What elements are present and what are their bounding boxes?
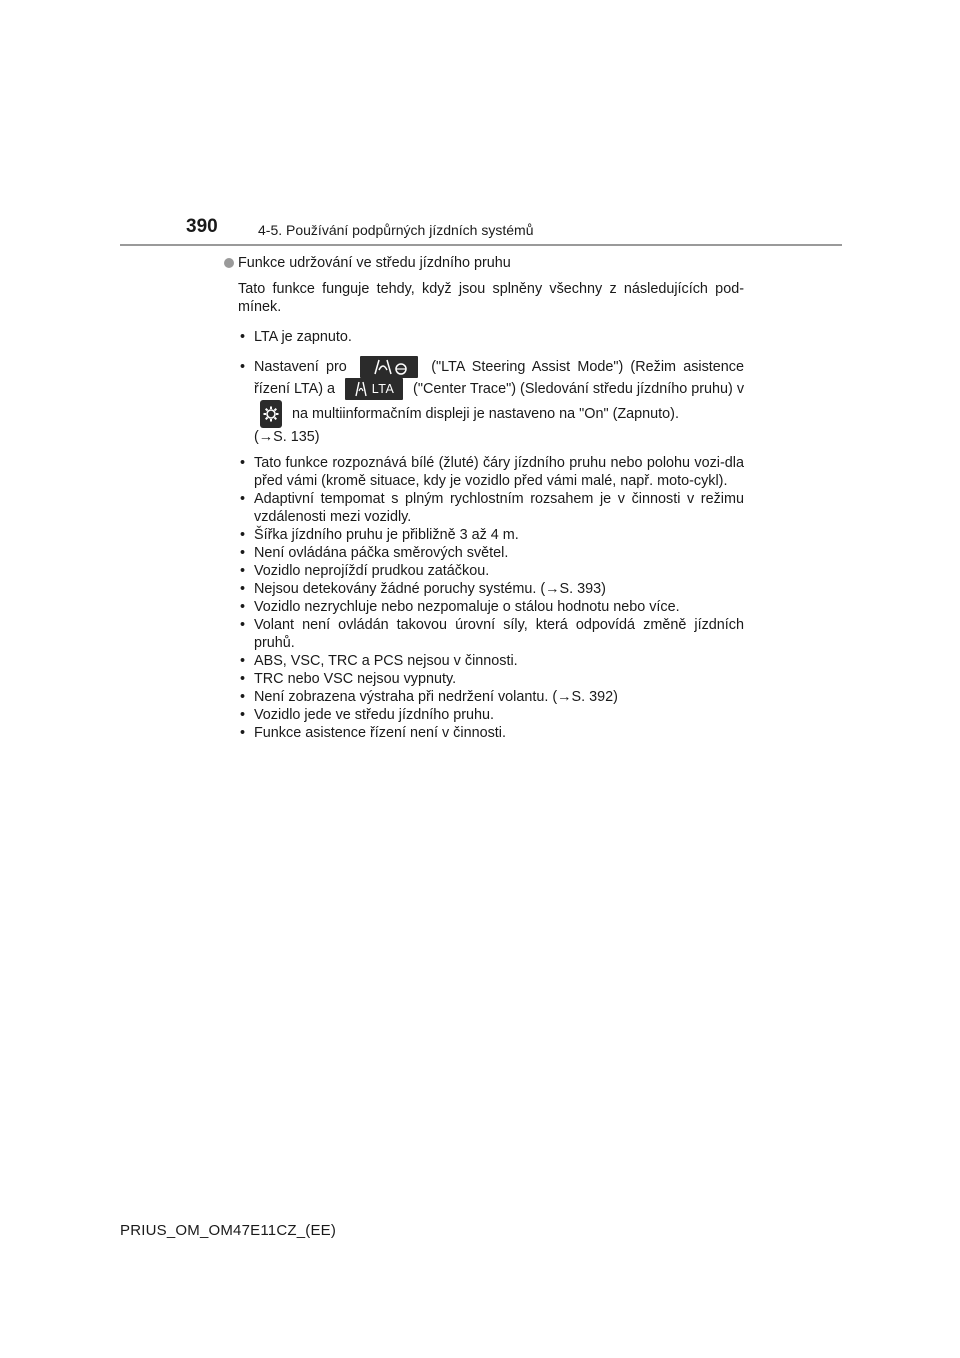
lta-icon (345, 378, 403, 400)
list-item: • Nejsou detekovány žádné poruchy systému. (→S. 393) (238, 580, 744, 598)
list-item: • Funkce asistence řízení není v činnosti. (238, 724, 744, 742)
list-item-text: LTA je zapnuto. (254, 329, 352, 345)
list-item: • Vozidlo jede ve středu jízdního pruhu. (238, 706, 744, 724)
settings-gear-icon (260, 400, 282, 428)
list-item (238, 356, 744, 446)
page-number: 390 (186, 216, 218, 237)
main-content (224, 254, 744, 742)
page-reference: (→S. 135) (254, 429, 320, 446)
heading-bullet-icon (224, 258, 234, 268)
intro-paragraph: Tato funkce funguje tehdy, když jsou splněny všechny z následujících pod-mínek. (238, 281, 744, 315)
list-item: • Šířka jízdního pruhu je přibližně 3 až 4 m. (238, 526, 744, 544)
list-item: • Vozidlo nezrychluje nebo nezpomaluje o stálou hodnotu nebo více. (238, 598, 744, 616)
setting-text-2: ("LTA Steering Assist Mode") (Režim asistence řízení LTA) a (254, 359, 744, 398)
list-item: • Není zobrazena výstraha při nedržení volantu. (→S. 392) (238, 688, 744, 706)
setting-text-3: ("Center Trace") (Sledování středu jízdního pruhu) v (413, 381, 745, 398)
section-title: 4-5. Používání podpůrných jízdních systémů (258, 222, 534, 238)
list-item: • Adaptivní tempomat s plným rychlostním rozsahem je v činnosti v režimu vzdálenosti mezi vozidly. (238, 490, 744, 526)
list-item: • Není ovládána páčka směrových světel. (238, 544, 744, 562)
list-item: • Vozidlo neprojíždí prudkou zatáčkou. (238, 562, 744, 580)
condition-list (238, 326, 744, 446)
steering-assist-icon (360, 356, 418, 378)
lta-icon-label: LTA (371, 382, 395, 397)
setting-text-4: na multiinformačním displeji je nastaveno na "On" (Zapnuto). (292, 406, 679, 423)
setting-text-1: Nastavení pro (254, 359, 347, 375)
list-item: • Volant není ovládán takovou úrovní síly, která odpovídá změně jízdních pruhů. (238, 616, 744, 652)
requirement-list (238, 454, 744, 742)
list-item: • TRC nebo VSC nejsou vypnuty. (238, 670, 744, 688)
list-item: • Tato funkce rozpoznává bílé (žluté) čáry jízdního pruhu nebo polohu vozi-dla před vámi (kromě situace, kdy je vozidlo před vámi malé, např. moto-cykl). (238, 454, 744, 490)
section-heading (224, 254, 744, 272)
heading-text: Funkce udržování ve středu jízdního pruhu (238, 255, 511, 271)
list-item: • ABS, VSC, TRC a PCS nejsou v činnosti. (238, 652, 744, 670)
document-code: PRIUS_OM_OM47E11CZ_(EE) (120, 1222, 337, 1239)
header-divider (120, 244, 842, 246)
list-item (238, 326, 744, 348)
